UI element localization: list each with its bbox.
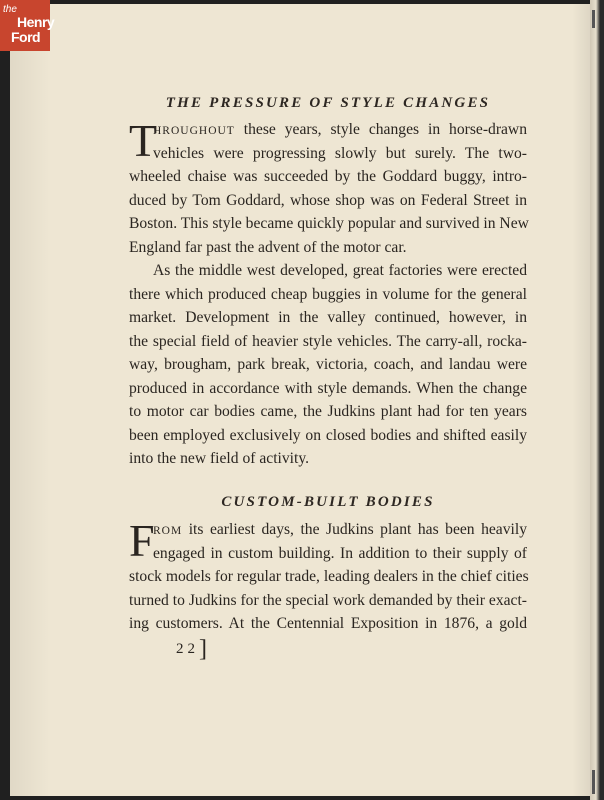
text-line: Boston. This style became quickly popular and survived in New [129,215,529,232]
section-heading-custom-built: CUSTOM-BUILT BODIES [221,494,435,510]
logo-henry: Henry [17,14,55,30]
text-line: engaged in custom building. In addition to their supply of [153,544,527,562]
text-run: its earliest days, the Judkins plant has been heavily [182,521,527,538]
text-run: these years, style changes in horse-drawn [234,121,527,138]
text-line: there which produced cheap buggies in volume for the general [129,285,527,303]
text-line: into the new field of activity. [129,450,309,467]
text-line: market. Development in the valley continued, however, in [129,309,527,326]
edge-mark [592,10,595,28]
text-line: the special field of heavier style vehicles. The carry-all, rocka- [129,332,527,350]
section-heading-style-changes: THE PRESSURE OF STYLE CHANGES [165,95,491,111]
drop-cap: F [129,515,155,566]
small-caps-word: HROUGHOUT [153,125,235,137]
text-line: stock models for regular trade, leading dealers in the chief cities [129,568,529,585]
text-line: produced in accordance with style demands. When the change [129,379,527,397]
text-line: been employed exclusively on closed bodies and shifted easily [129,426,527,444]
text-line: ing customers. At the Centennial Exposition in 1876, a gold [129,615,527,632]
section-body-custom-built [129,515,529,636]
text-line [129,118,527,142]
folio-bracket: ] [199,636,207,662]
text-line: wheeled chaise was succeeded by the Goddard buggy, intro- [129,168,527,185]
page-number: 22 [176,641,199,657]
logo-ford: Ford [11,29,41,45]
section-body-style-changes [129,115,529,471]
text-line [129,518,527,542]
text-line: duced by Tom Goddard, whose shop was on Federal Street in [129,191,527,209]
edge-mark [592,770,595,794]
page-folio [176,636,207,663]
text-line: turned to Judkins for the special work demanded by their exact- [129,591,527,609]
text-line: way, brougham, park break, victoria, coach, and landau were [129,356,527,373]
henry-ford-logo [0,0,55,51]
text-line: to motor car bodies came, the Judkins plant had for ten years [129,403,527,420]
logo-the: the [3,4,17,15]
page-edge [590,0,604,800]
text-line: vehicles were progressing slowly but surely. The two- [153,144,527,162]
small-caps-word: ROM [153,525,183,537]
text-line: As the middle west developed, great factories were erected [153,262,527,279]
drop-cap: T [129,115,158,166]
text-line: England far past the advent of the motor car. [129,238,407,256]
